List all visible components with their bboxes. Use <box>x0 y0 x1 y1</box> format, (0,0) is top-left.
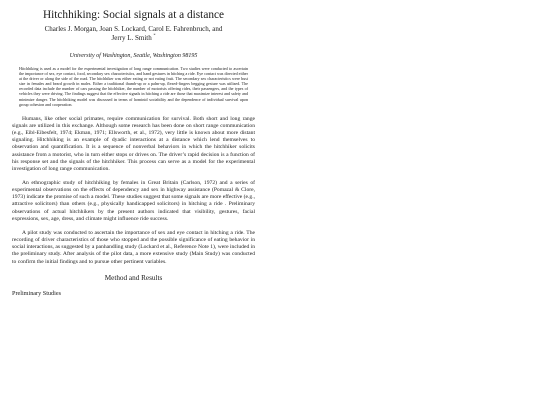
paper-column <box>12 0 255 298</box>
subsection-heading: Preliminary Studies <box>12 289 61 297</box>
affiliation: University of Washington, Seattle, Washington 98195 <box>69 53 198 59</box>
section-heading: Method and Results <box>104 273 163 282</box>
author-line-1: Charles J. Morgan, Joan S. Lockard, Carol E. Fahrenbruch, and <box>44 25 223 33</box>
author-line-2 <box>12 34 255 43</box>
body-paragraph-3: A pilot study was conducted to ascertain the importance of sex and eye contact in hitching a ride. The recording of driver characteristics of those who stopped and the possible significance of eating behavior in social interactions, as suggested by a panhandling study (Lockard et al., Reference Note 1), were included in the preliminary study. After analysis of the pilot data, a more extensive study (Main Study) was conducted to confirm the initial findings and to pursue other pertinent variables. <box>12 229 255 265</box>
body-paragraph-2: An ethnographic study of hitchhiking by females in Great Britain (Carlson, 1972) and a series of experimental observations on the effects of dependency and sex in highway assistance (Pomazal & Clore, 1973) indicate the promise of such a model. These studies suggest that some signals are more effective (e.g., attractive solicitors) than others (e.g., physically handicapped solicitors) in hitching a ride . Preliminary observations of actual hitchhikers by the present authors indicated that visibility, gestures, facial expressions, sex, age, dress, and climate might influence ride success. <box>12 180 255 222</box>
body-paragraph-1: Humans, like other social primates, require communication for survival. Both short and long range signals are utilized in this exchange. Although some research has been done on short range communication (e.g., Eibl-Eibesfelt, 1974; Ekman, 1971; Ellsworth, et al., 1972), very little is known about more distant signaling. Hitchhiking is an example of dyadic interactions at a distance which lend themselves to observation and quantification. It is a sequence of nonverbal behaviors in which the hitchhiker solicits assistance from a motorist, who in turn either stops or drives on. The driver’s rapid decision is a function of his response set and the signals of the hitchhiker. This process can serve as a model for the experimental investigation of long range communication. <box>12 115 255 172</box>
author-footnote-mark: * <box>153 32 156 38</box>
abstract: Hitchhiking is used as a model for the experimental investigation of long range communication. Two studies were conducted to ascertain the importance of sex, eye contact, food, secondary sex characteristics, and hand gestures in hitching a ride. Eye contact was directed either at the driver or along the side of the road. The hitchhiker was either eating or not eating fruit. The secondary sex characteristics were bust size in females and beard growth in males. Either a traditional thumb-up or a palm-up, flexed-fingers begging gesture was utilized. The recorded data include the number of cars passing the hitchhiker, the number of motorists offering rides, their passengers, and the types of vehicles they were driving. The findings suggest that the effective signals in hitching a ride are those that maximize interest and safety and minimize danger. The hitchhiking model was discussed in terms of hominid sociability and the dependence of individual survival upon group cohesion and cooperation. <box>19 66 248 107</box>
author-name: Jerry L. Smith <box>111 34 152 42</box>
paper-title: Hitchhiking: Social signals at a distance <box>42 9 225 21</box>
author-list <box>12 25 255 43</box>
